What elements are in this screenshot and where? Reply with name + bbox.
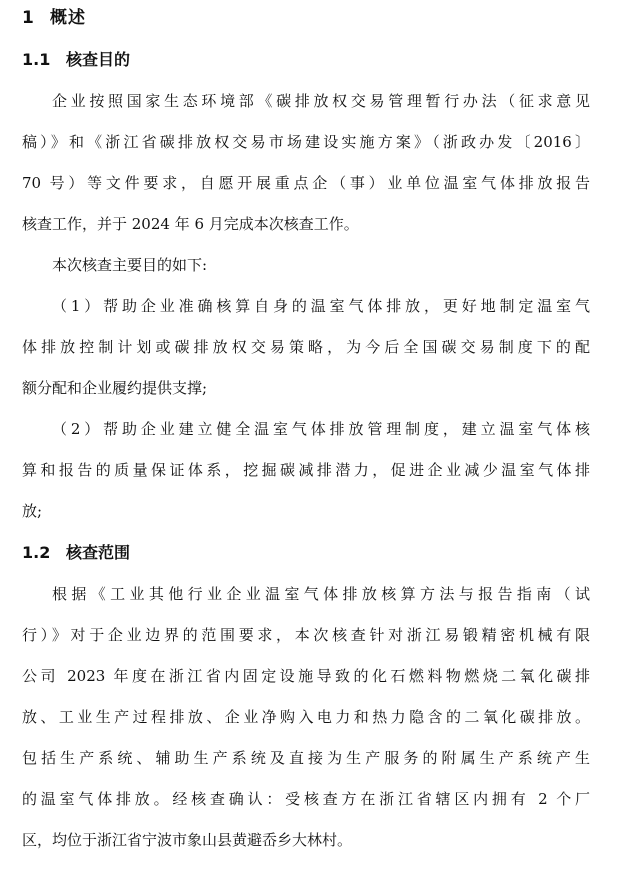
paragraph-line: 本次核查主要目的如下:: [52, 256, 208, 274]
paragraph-line: 企业按照国家生态环境部《碳排放权交易管理暂行办法（征求意见: [52, 92, 590, 110]
paragraph-line: 行）》对于企业边界的范围要求，本次核查针对浙江易锻精密机械有限: [22, 626, 590, 644]
paragraph-line: 根据《工业其他行业企业温室气体排放核算方法与报告指南（试: [52, 585, 590, 603]
paragraph-line: 的温室气体排放。经核查确认：受核查方在浙江省辖区内拥有 2 个厂: [22, 790, 590, 808]
section-heading: [22, 6, 86, 30]
subsection-heading-purpose: [22, 48, 130, 72]
paragraph-line: （1）帮助企业准确核算自身的温室气体排放，更好地制定温室气: [52, 297, 590, 315]
paragraph-line: 放;: [22, 502, 43, 520]
paragraph-line: 包括生产系统、辅助生产系统及直接为生产服务的附属生产系统产生: [22, 749, 590, 767]
paragraph-line: 70 号）等文件要求，自愿开展重点企（事）业单位温室气体排放报告: [22, 174, 590, 192]
paragraph-line: 核查工作，并于 2024 年 6 月完成本次核查工作。: [22, 215, 359, 233]
paragraph-line: 算和报告的质量保证体系，挖掘碳减排潜力，促进企业减少温室气体排: [22, 461, 590, 479]
subsection-title: 核查范围: [66, 543, 131, 562]
subsection-heading-scope: [22, 541, 130, 565]
subsection-number: 1.2: [22, 543, 51, 562]
section-title: 概述: [50, 8, 86, 28]
paragraph-line: 区，均位于浙江省宁波市象山县黄避岙乡大林村。: [22, 831, 353, 849]
section-number: 1: [22, 8, 35, 28]
paragraph-line: 额分配和企业履约提供支撑;: [22, 379, 208, 397]
subsection-number: 1.1: [22, 50, 51, 69]
paragraph-line: 公司 2023 年度在浙江省内固定设施导致的化石燃料物燃烧二氧化碳排: [22, 667, 590, 685]
subsection-title: 核查目的: [66, 50, 131, 69]
paragraph-line: 稿）》和《浙江省碳排放权交易市场建设实施方案》（浙政办发〔2016〕: [22, 133, 590, 151]
paragraph-line: 放、工业生产过程排放、企业净购入电力和热力隐含的二氧化碳排放。: [22, 708, 590, 726]
paragraph-line: 体排放控制计划或碳排放权交易策略，为今后全国碳交易制度下的配: [22, 338, 590, 356]
paragraph-line: （2）帮助企业建立健全温室气体排放管理制度，建立温室气体核: [52, 420, 590, 438]
